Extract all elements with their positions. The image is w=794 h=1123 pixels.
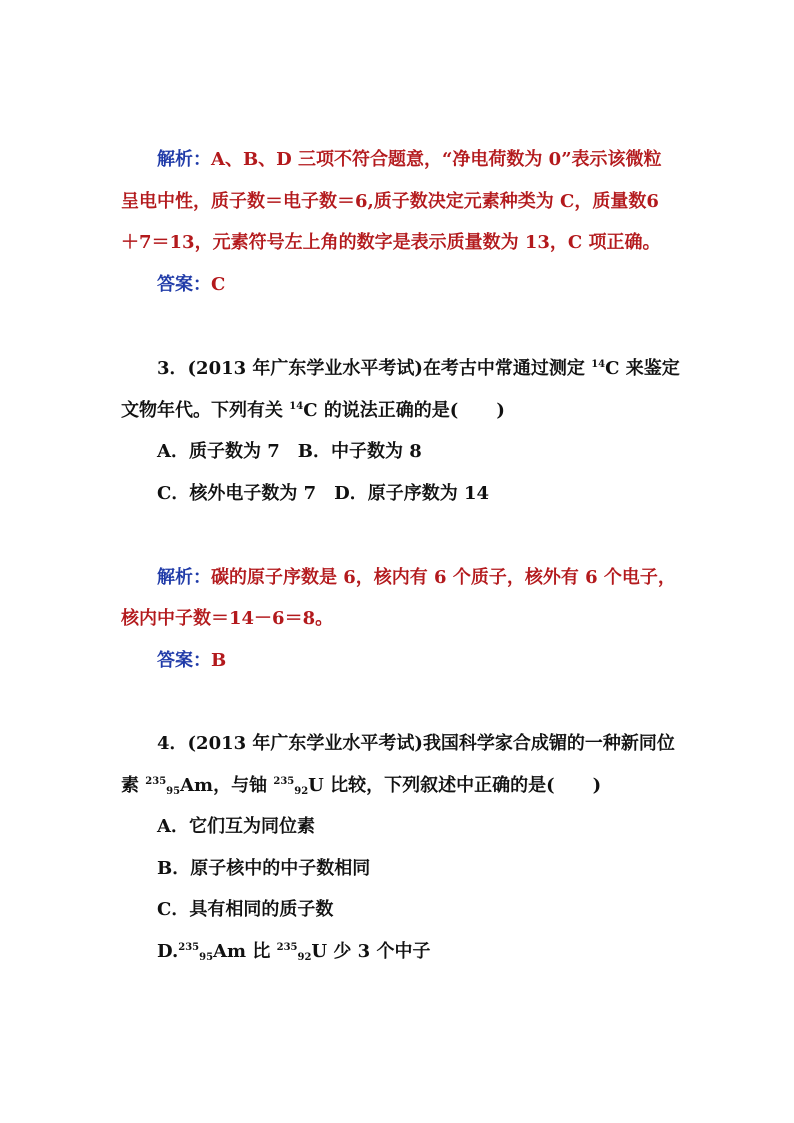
q4-option-c: C．具有相同的质子数: [157, 899, 334, 920]
q3-analysis-label: 解析：: [157, 567, 211, 588]
q3-element-2: C: [303, 400, 318, 421]
q3-answer: [157, 649, 226, 673]
q3-analysis-text-1: 碳的原子序数是 6，核内有 6 个质子，核外有 6 个电子，: [211, 567, 676, 588]
q4-u-atomic: 92: [294, 786, 309, 797]
q4-am-atomic: 95: [166, 786, 181, 797]
q4-option-d-am-symbol: Am: [213, 941, 247, 962]
q3-stem-line-2-part-1: 文物年代。下列有关: [121, 400, 283, 421]
q3-stem-line-1: [157, 357, 680, 381]
q3-answer-label: 答案：: [157, 650, 211, 671]
q4-am-mass: 235: [145, 776, 167, 787]
q4-option-d-u-mass: 235: [276, 942, 298, 953]
q4-option-b: B．原子核中的中子数相同: [157, 858, 371, 879]
q3-close-paren: ): [496, 400, 505, 421]
q3-answer-value: B: [211, 650, 227, 671]
q3-option-row-1: A．质子数为 7 B．中子数为 8: [157, 441, 422, 462]
q4-option-d-u-symbol: U: [311, 941, 328, 962]
q2-answer-value: C: [211, 274, 226, 295]
q4-close-paren: ): [592, 775, 602, 796]
q2-answer: [157, 273, 225, 297]
q4-u-symbol: U: [308, 775, 324, 796]
q4-stem-line-2-part-1: 素: [121, 775, 139, 796]
q2-analysis-label: 解析：: [157, 149, 211, 170]
q4-stem-line-2: [121, 774, 601, 798]
q4-option-d: [157, 940, 430, 964]
q3-stem-part-1: 在考古中常通过测定: [422, 358, 585, 379]
q3-stem-part-2: 来鉴定: [625, 358, 680, 379]
q4-stem-line-2-part-2: ，与铀: [213, 775, 268, 796]
q2-analysis-line-1: [157, 148, 662, 172]
q2-analysis-line-3: ＋7＝13，元素符号左上角的数字是表示质量数为 13，C 项正确。: [121, 232, 661, 253]
q4-am-symbol: Am: [180, 775, 214, 796]
q3-number: 3．: [157, 358, 188, 379]
q4-option-d-am-atomic: 95: [199, 952, 214, 963]
q3-stem-line-2-part-2: 的说法正确的是(: [323, 400, 459, 421]
q4-stem-line-1: [157, 732, 675, 756]
q3-mass-number-2: 14: [289, 401, 304, 412]
q3-analysis-line-1: [157, 566, 676, 590]
q2-answer-label: 答案：: [157, 274, 211, 295]
q2-analysis-line-2: 呈电中性，质子数＝电子数＝6,质子数决定元素种类为 C，质量数6: [121, 191, 659, 212]
q4-stem-part-1: 我国科学家合成镅的一种新同位: [422, 733, 675, 754]
q4-source: (2013 年广东学业水平考试): [187, 733, 423, 754]
q4-option-d-am-mass: 235: [178, 942, 200, 953]
q3-option-row-2: C．核外电子数为 7 D．原子序数为 14: [157, 483, 490, 504]
q3-analysis-line-2: 核内中子数＝14－6＝8。: [121, 608, 334, 629]
q3-element: C: [605, 358, 620, 379]
q3-mass-number: 14: [591, 359, 606, 370]
q4-option-d-u-atomic: 92: [297, 952, 312, 963]
q4-stem-line-2-part-3: 比较，下列叙述中正确的是(: [330, 775, 555, 796]
q3-source: (2013 年广东学业水平考试): [187, 358, 423, 379]
q4-u-mass: 235: [273, 776, 295, 787]
q4-option-d-label: D.: [157, 941, 179, 962]
q4-option-a: A．它们互为同位素: [157, 816, 315, 837]
q2-analysis-text-1: A、B、D 三项不符合题意，“净电荷数为 0”表示该微粒: [211, 149, 662, 170]
q4-number: 4．: [157, 733, 188, 754]
q4-option-d-end: 少 3 个中子: [333, 941, 431, 962]
q4-option-d-mid: 比: [252, 941, 271, 962]
q3-stem-line-2: [121, 399, 505, 423]
